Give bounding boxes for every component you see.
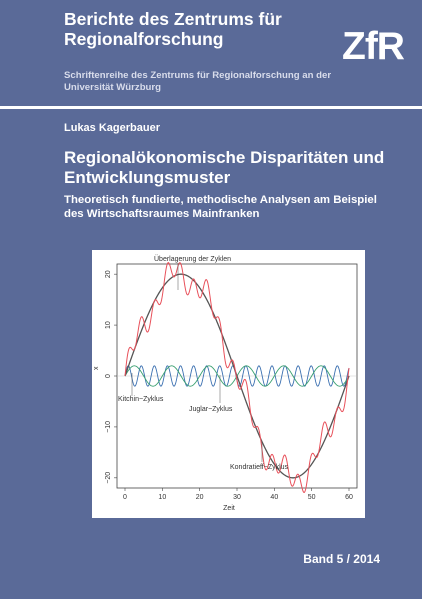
kitchin-annotation: Kitchin−Zyklus	[118, 396, 164, 403]
y-axis	[105, 270, 117, 484]
x-tick-label: 0	[123, 494, 127, 501]
y-tick-label: 10	[105, 321, 112, 329]
juglar-annotation: Juglar−Zyklus	[189, 406, 233, 413]
book-title: Regionalökonomische Disparitäten und Entwicklungsmuster	[64, 148, 385, 187]
y-tick-label: 20	[105, 270, 112, 279]
curves	[117, 263, 357, 493]
x-axis-label: Zeit	[223, 505, 235, 512]
x-tick-label: 10	[158, 494, 167, 501]
overlay-annotation: Überlagerung der Zyklen	[154, 256, 232, 263]
book-subtitle: Theoretisch fundierte, methodische Analysen am Beispiel des Wirtschaftsraumes Mainfranken	[64, 194, 377, 220]
series-title: Berichte des Zentrums für Regionalforschung	[64, 9, 282, 49]
y-axis-label: x	[93, 366, 100, 370]
x-axis	[123, 488, 353, 501]
zfr-logo: ZfR	[342, 25, 404, 68]
series-subtitle: Schriftenreihe des Zentrums für Regionalforschung an der Universität Würzburg	[64, 70, 332, 93]
y-tick-label: −10	[105, 420, 112, 433]
cycle-figure	[92, 250, 365, 518]
cycle-chart	[92, 250, 365, 518]
x-tick-label: 50	[307, 494, 316, 501]
x-tick-label: 40	[270, 494, 279, 501]
y-tick-label: −20	[105, 471, 112, 484]
kondratieff-annotation: Kondratieff−Zyklus	[230, 464, 289, 471]
x-tick-label: 20	[195, 494, 204, 501]
volume-number: Band 5 / 2014	[303, 552, 380, 566]
x-tick-label: 30	[233, 494, 241, 501]
y-tick-label: 0	[105, 374, 112, 378]
x-tick-label: 60	[345, 494, 353, 501]
author-name: Lukas Kagerbauer	[64, 122, 160, 134]
